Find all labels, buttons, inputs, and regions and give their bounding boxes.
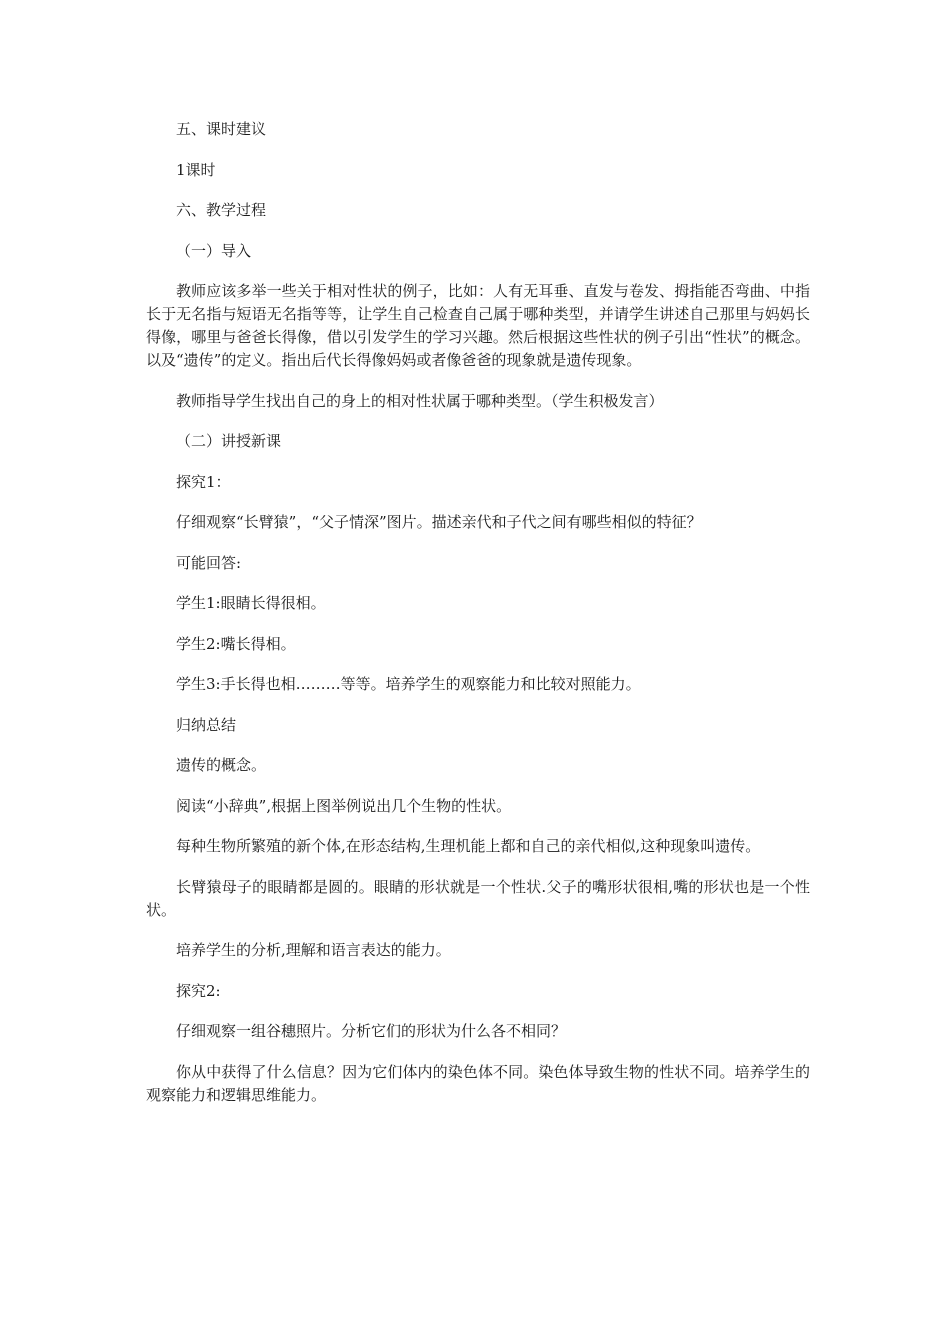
possible-answers-label: 可能回答:: [176, 553, 242, 572]
paragraph-intro: 教师应该多举一些关于相对性状的例子，比如：人有无耳垂、直发与卷发、拇指能否弯曲、中指长于无名指与短语无名指等等，让学生自己检查自己属于哪种类型，并请学生讲述自己那里与妈妈长得像，哪里与爸爸长得像，借以引发学生的学习兴趣。然后根据这些性状的例子引出“性状”的概念。以及“遗传”的定义。指出后代长得像妈妈或者像爸爸的现象就是遗传现象。: [146, 282, 810, 369]
section-heading-schedule: 五、课时建议: [176, 120, 267, 138]
ability-cultivation: 培养学生的分析,理解和语言表达的能力。: [176, 941, 451, 959]
heredity-concept: 遗传的概念。: [176, 756, 267, 774]
subheading-intro: （一）导入: [176, 241, 252, 260]
inquiry-1-heading: 探究1：: [176, 472, 231, 491]
document-body: [146, 118, 810, 1124]
heredity-definition: 每种生物所繁殖的新个体,在形态结构,生理机能上都和自己的亲代相似,这种现象叫遗传。: [176, 837, 761, 855]
inquiry-2-heading: 探究2:: [176, 981, 221, 1000]
inquiry-1-question: 仔细观察“长臂猿”，“父子情深”图片。描述亲代和子代之间有哪些相似的特征？: [176, 513, 702, 531]
reading-dictionary: 阅读“小辞典”,根据上图举例说出几个生物的性状。: [176, 796, 512, 815]
inquiry-2-question: 仔细观察一组谷穗照片。分析它们的形状为什么各不相同？: [176, 1022, 567, 1040]
gibbon-example: 长臂猿母子的眼睛都是圆的。眼睛的形状就是一个性状.父子的嘴形状很相,嘴的形状也是一个性状。: [146, 877, 810, 919]
paragraph-guidance: 教师指导学生找出自己的身上的相对性状属于哪种类型。（学生积极发言）: [176, 391, 664, 410]
summary-heading: 归纳总结: [176, 715, 237, 734]
student-answer-2: 学生2:嘴长得相。: [176, 634, 296, 653]
student-answer-1: 学生1:眼睛长得很相。: [176, 594, 326, 612]
subheading-new-lesson: （二）讲授新课: [176, 432, 282, 450]
section-heading-process: 六、教学过程: [176, 201, 267, 219]
student-answer-3: 学生3:手长得也相………等等。培养学生的观察能力和比较对照能力。: [176, 675, 641, 693]
inquiry-2-answer: 你从中获得了什么信息？因为它们体内的染色体不同。染色体导致生物的性状不同。培养学生的观察能力和逻辑思维能力。: [146, 1062, 810, 1104]
schedule-value: 1课时: [176, 160, 216, 179]
